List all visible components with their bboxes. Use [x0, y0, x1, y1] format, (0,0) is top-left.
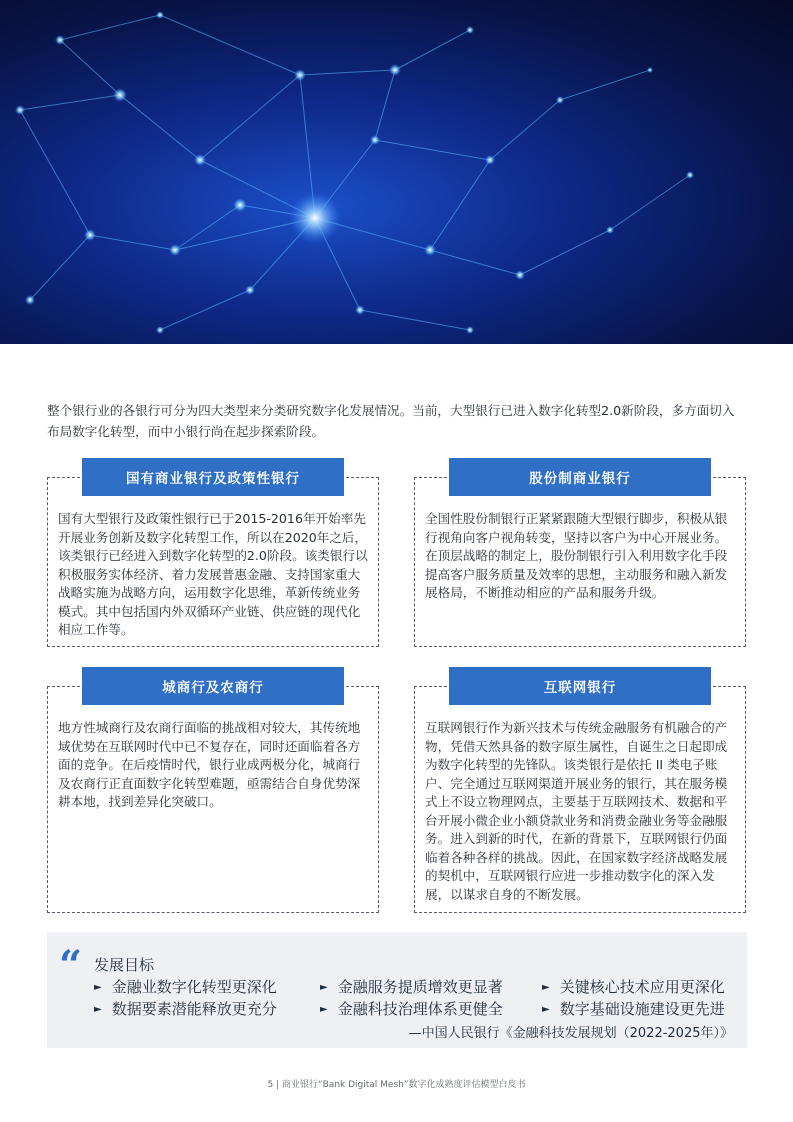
triangle-bullet-icon: ►: [320, 982, 328, 993]
goals-title: 发展目标: [94, 956, 155, 974]
card-title-state-owned-banks: 国有商业银行及政策性银行: [82, 458, 344, 496]
card-title-city-rural-banks: 城商行及农商行: [82, 667, 344, 705]
card-body-joint-stock-banks: 全国性股份制银行正紧紧跟随大型银行脚步，积极从银行视角向客户视角转变，坚持以客户为中心开展业务。在顶层战略的制定上，股份制银行引入利用数字化手段提高客户服务质量及效率的思想，主动服务和融入新发展格局，不断推动相应的产品和服务升级。: [425, 511, 728, 600]
goal-item: ► 数字基础设施建设更先进: [542, 1000, 725, 1018]
card-body-internet-banks: 互联网银行作为新兴技术与传统金融服务有机融合的产物，凭借天然具备的数字原生属性，自诞生之日起即成为数字化转型的先锋队。该类银行是依托 II 类电子账户、完全通过互联网渠道开展业务的银行，其在服务模式上不设立物理网点，主要基于互联网技术、数据和平台开展小微企业小额贷款业务和消费金融业务等金融服务。进入到新的时代，在新的背景下，互联网银行仍面临着各种各样的挑战。因此，在国家数字经济战略发展的契机中，互联网银行应进一步推动数字化的深入发展，以谋求自身的不断发展。: [425, 720, 728, 902]
triangle-bullet-icon: ►: [320, 1004, 328, 1015]
goal-item: ► 关键核心技术应用更深化: [542, 978, 725, 996]
goal-item: ► 金融业数字化转型更深化: [94, 978, 277, 996]
intro-paragraph: 整个银行业的各银行可分为四大类型来分类研究数字化发展情况。当前，大型银行已进入数字化转型2.0新阶段，多方面切入布局数字化转型，而中小银行尚在起步探索阶段。: [47, 403, 735, 439]
card-body-city-rural-banks: 地方性城商行及农商行面临的挑战相对较大，其传统地域优势在互联网时代中已不复存在，同时还面临着各方面的竞争。在后疫情时代，银行业成两极分化，城商行及农商行正直面数字化转型难题，亟需结合自身优势深耕本地，找到差异化突破口。: [58, 720, 361, 809]
triangle-bullet-icon: ►: [94, 1004, 102, 1015]
card-body-state-owned-banks: 国有大型银行及政策性银行已于2015-2016年开始率先开展业务创新及数字化转型工作，所以在2020年之后，该类银行已经进入到数字化转型的2.0阶段。该类银行以积极服务实体经济、着力发展普惠金融、支持国家重大战略实施为战略方向，运用数字化思维，革新传统业务模式。其中包括国内外双循环产业链、供应链的现代化相应工作等。: [58, 511, 368, 637]
goals-source: —中国人民银行《金融科技发展规划（2022-2025年）》: [408, 1026, 733, 1041]
page-footer: 5 | 商业银行“Bank Digital Mesh”数字化成熟度评估模型白皮书: [267, 1080, 526, 1090]
triangle-bullet-icon: ►: [542, 982, 550, 993]
card-title-joint-stock-banks: 股份制商业银行: [449, 458, 711, 496]
triangle-bullet-icon: ►: [94, 982, 102, 993]
goal-item: ► 数据要素潜能释放更充分: [94, 1000, 277, 1018]
hero-network-image: [0, 0, 793, 344]
quote-mark-icon: “: [59, 942, 83, 989]
network-illustration: [0, 0, 793, 344]
goal-item: ► 金融服务提质增效更显著: [320, 978, 503, 996]
development-goals-box: [47, 932, 747, 1048]
goal-item: ► 金融科技治理体系更健全: [320, 1000, 503, 1018]
card-title-internet-banks: 互联网银行: [449, 667, 711, 705]
triangle-bullet-icon: ►: [542, 1004, 550, 1015]
